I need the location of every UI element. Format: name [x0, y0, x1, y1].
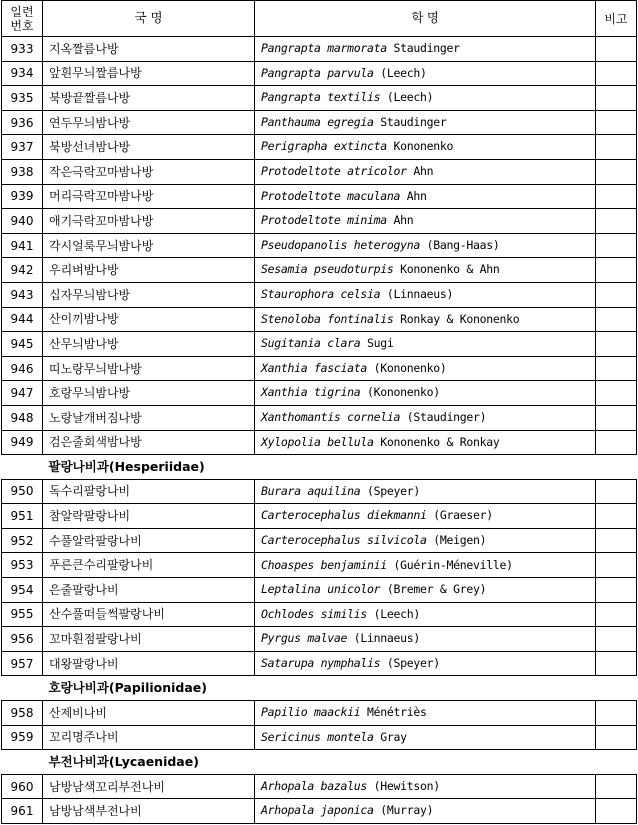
scientific-binomial: Pangrapta marmorata	[261, 41, 387, 56]
scientific-author: (Staudinger)	[406, 409, 487, 424]
remarks-cell	[596, 430, 637, 455]
remarks-cell	[596, 110, 637, 135]
remarks-cell	[596, 233, 637, 258]
scientific-binomial: Panthauma egregia	[261, 114, 374, 129]
scientific-name	[255, 61, 596, 86]
scientific-name	[255, 332, 596, 357]
korean-name: 산이끼밤나방	[43, 307, 255, 332]
table-row	[2, 553, 637, 578]
korean-name: 애기극락꼬마밤나방	[43, 209, 255, 234]
serial-number: 949	[2, 430, 43, 455]
scientific-name	[255, 627, 596, 652]
scientific-name	[255, 504, 596, 529]
scientific-author: Staudinger	[380, 114, 447, 129]
scientific-name	[255, 528, 596, 553]
scientific-author: Ahn	[393, 213, 414, 228]
scientific-name	[255, 799, 596, 824]
remarks-cell	[596, 258, 637, 283]
table-row	[2, 135, 637, 160]
remarks-cell	[596, 701, 637, 726]
korean-name: 연두무늬밤나방	[43, 110, 255, 135]
scientific-name	[255, 701, 596, 726]
header-serial-line2: 번호	[10, 18, 34, 33]
table-row	[2, 381, 637, 406]
table-row	[2, 184, 637, 209]
scientific-binomial: Protodeltote maculana	[261, 188, 401, 203]
korean-name: 앞흰무늬짤름나방	[43, 61, 255, 86]
korean-name: 산무늬밤나방	[43, 332, 255, 357]
scientific-binomial: Pangrapta parvula	[261, 65, 374, 80]
scientific-binomial: Pangrapta textilis	[261, 90, 381, 105]
korean-name: 작은극락꼬마밤나방	[43, 159, 255, 184]
remarks-cell	[596, 405, 637, 430]
header-row	[2, 1, 637, 37]
korean-name: 띠노랑무늬밤나방	[43, 356, 255, 381]
header-scientific-name: 학 명	[255, 1, 596, 37]
section-title: 부전나비과(Lycaenidae)	[2, 750, 637, 775]
section-header-row	[2, 676, 637, 701]
table-row	[2, 86, 637, 111]
remarks-cell	[596, 774, 637, 799]
scientific-name	[255, 135, 596, 160]
serial-number: 942	[2, 258, 43, 283]
korean-name: 지옥짤름나방	[43, 37, 255, 62]
korean-name: 남방남색부전나비	[43, 799, 255, 824]
scientific-author: (Graeser)	[433, 508, 493, 523]
scientific-binomial: Leptalina unicolor	[261, 582, 381, 597]
scientific-name	[255, 356, 596, 381]
scientific-binomial: Protodeltote minima	[261, 213, 387, 228]
serial-number: 944	[2, 307, 43, 332]
scientific-author: (Bang-Haas)	[426, 237, 500, 252]
scientific-name	[255, 37, 596, 62]
serial-number: 941	[2, 233, 43, 258]
scientific-name	[255, 578, 596, 603]
table-row	[2, 233, 637, 258]
scientific-binomial: Xanthomantis cornelia	[261, 409, 401, 424]
scientific-name	[255, 602, 596, 627]
korean-name: 산제비나비	[43, 701, 255, 726]
scientific-binomial: Pyrgus malvae	[261, 631, 348, 646]
table-row	[2, 61, 637, 86]
scientific-binomial: Satarupa nymphalis	[261, 655, 381, 670]
table-row	[2, 725, 637, 750]
scientific-binomial: Stenoloba fontinalis	[261, 311, 394, 326]
korean-name: 각시얼룩무늬밤나방	[43, 233, 255, 258]
korean-name: 검은줄회색밤나방	[43, 430, 255, 455]
serial-number: 938	[2, 159, 43, 184]
remarks-cell	[596, 209, 637, 234]
remarks-cell	[596, 307, 637, 332]
remarks-cell	[596, 135, 637, 160]
scientific-binomial: Protodeltote atricolor	[261, 164, 407, 179]
table-row	[2, 159, 637, 184]
scientific-author: Ronkay & Kononenko	[400, 311, 520, 326]
serial-number: 947	[2, 381, 43, 406]
table-row	[2, 799, 637, 824]
scientific-binomial: Sericinus montela	[261, 729, 374, 744]
scientific-binomial: Xanthia fasciata	[261, 360, 367, 375]
remarks-cell	[596, 37, 637, 62]
table-row	[2, 528, 637, 553]
scientific-name	[255, 86, 596, 111]
scientific-author: (Bremer & Grey)	[386, 582, 487, 597]
table-row	[2, 578, 637, 603]
section-title: 팔랑나비과(Hesperiidae)	[2, 455, 637, 480]
remarks-cell	[596, 381, 637, 406]
remarks-cell	[596, 651, 637, 676]
scientific-author: Ahn	[406, 188, 427, 203]
scientific-author: Sugi	[366, 336, 394, 351]
header-remarks: 비고	[596, 1, 637, 37]
scientific-name	[255, 651, 596, 676]
table-row	[2, 307, 637, 332]
korean-name: 노랑날개버짐나방	[43, 405, 255, 430]
serial-number: 939	[2, 184, 43, 209]
remarks-cell	[596, 479, 637, 504]
scientific-binomial: Staurophora celsia	[261, 286, 381, 301]
table-row	[2, 627, 637, 652]
serial-number: 959	[2, 725, 43, 750]
serial-number: 961	[2, 799, 43, 824]
scientific-binomial: Xanthia tigrina	[261, 385, 361, 400]
scientific-author: (Hewitson)	[373, 778, 440, 793]
table-row	[2, 651, 637, 676]
section-header-row	[2, 455, 637, 480]
korean-name: 북방선녀밤나방	[43, 135, 255, 160]
korean-name: 남방남색꼬리부전나비	[43, 774, 255, 799]
scientific-binomial: Sesamia pseudoturpis	[261, 262, 394, 277]
remarks-cell	[596, 578, 637, 603]
scientific-name	[255, 479, 596, 504]
korean-name: 꼬리명주나비	[43, 725, 255, 750]
scientific-name	[255, 381, 596, 406]
scientific-name	[255, 553, 596, 578]
scientific-author: Staudinger	[393, 41, 460, 56]
remarks-cell	[596, 184, 637, 209]
table-row	[2, 282, 637, 307]
korean-name: 은줄팔랑나비	[43, 578, 255, 603]
scientific-binomial: Arhopala bazalus	[261, 778, 367, 793]
scientific-binomial: Xylopolia bellula	[261, 434, 374, 449]
table-row	[2, 430, 637, 455]
serial-number: 946	[2, 356, 43, 381]
scientific-name	[255, 405, 596, 430]
table-row	[2, 209, 637, 234]
remarks-cell	[596, 282, 637, 307]
scientific-author: Gray	[380, 729, 407, 744]
scientific-author: Kononenko & Ronkay	[380, 434, 500, 449]
korean-name: 호랑무늬밤나방	[43, 381, 255, 406]
table-row	[2, 332, 637, 357]
header-serial-line1: 일련	[10, 4, 34, 19]
serial-number: 934	[2, 61, 43, 86]
table-row	[2, 602, 637, 627]
scientific-author: (Guérin-Méneville)	[393, 557, 513, 572]
scientific-binomial: Pseudopanolis heterogyna	[261, 237, 420, 252]
section-title: 호랑나비과(Papilionidae)	[2, 676, 637, 701]
remarks-cell	[596, 725, 637, 750]
scientific-author: (Speyer)	[386, 655, 440, 670]
serial-number: 950	[2, 479, 43, 504]
serial-number: 953	[2, 553, 43, 578]
scientific-author: (Kononenko)	[366, 385, 440, 400]
scientific-author: Kononenko & Ahn	[400, 262, 500, 277]
remarks-cell	[596, 799, 637, 824]
korean-name: 푸른큰수리팔랑나비	[43, 553, 255, 578]
remarks-cell	[596, 61, 637, 86]
scientific-author: (Murray)	[380, 803, 434, 818]
scientific-author: Kononenko	[393, 139, 454, 154]
scientific-binomial: Choaspes benjaminii	[261, 557, 387, 572]
table-row	[2, 405, 637, 430]
species-table-body	[2, 1, 637, 824]
table-row	[2, 479, 637, 504]
korean-name: 대왕팔랑나비	[43, 651, 255, 676]
serial-number: 940	[2, 209, 43, 234]
serial-number: 958	[2, 701, 43, 726]
scientific-author: (Leech)	[386, 90, 434, 105]
scientific-name	[255, 110, 596, 135]
scientific-name	[255, 184, 596, 209]
korean-name: 머리극락꼬마밤나방	[43, 184, 255, 209]
remarks-cell	[596, 627, 637, 652]
korean-name: 북방끝짤름나방	[43, 86, 255, 111]
scientific-binomial: Burara aquilina	[261, 483, 361, 498]
remarks-cell	[596, 553, 637, 578]
table-row	[2, 356, 637, 381]
serial-number: 956	[2, 627, 43, 652]
scientific-author: Ménétriès	[366, 705, 427, 720]
scientific-binomial: Perigrapha extincta	[261, 139, 387, 154]
section-header-row	[2, 750, 637, 775]
table-row	[2, 110, 637, 135]
scientific-author: (Kononenko)	[373, 360, 447, 375]
table-row	[2, 37, 637, 62]
serial-number: 960	[2, 774, 43, 799]
serial-number: 957	[2, 651, 43, 676]
serial-number: 954	[2, 578, 43, 603]
remarks-cell	[596, 332, 637, 357]
table-row	[2, 258, 637, 283]
korean-name: 우리벼밤나방	[43, 258, 255, 283]
scientific-binomial: Carterocephalus silvicola	[261, 532, 427, 547]
serial-number: 933	[2, 37, 43, 62]
scientific-author: (Leech)	[380, 65, 427, 80]
scientific-binomial: Ochlodes similis	[261, 606, 367, 621]
scientific-binomial: Carterocephalus diekmanni	[261, 508, 427, 523]
scientific-name	[255, 774, 596, 799]
scientific-author: (Linnaeus)	[386, 286, 454, 301]
serial-number: 955	[2, 602, 43, 627]
remarks-cell	[596, 356, 637, 381]
scientific-name	[255, 233, 596, 258]
scientific-author: (Linnaeus)	[353, 631, 420, 646]
scientific-name	[255, 209, 596, 234]
korean-name: 독수리팔랑나비	[43, 479, 255, 504]
scientific-binomial: Arhopala japonica	[261, 803, 374, 818]
scientific-name	[255, 258, 596, 283]
serial-number: 943	[2, 282, 43, 307]
header-korean-name: 국 명	[43, 1, 255, 37]
remarks-cell	[596, 504, 637, 529]
scientific-binomial: Papilio maackii	[261, 705, 361, 720]
scientific-author: (Leech)	[373, 606, 420, 621]
scientific-name	[255, 282, 596, 307]
scientific-author: Ahn	[413, 164, 434, 179]
table-row	[2, 701, 637, 726]
scientific-author: (Speyer)	[366, 483, 420, 498]
remarks-cell	[596, 159, 637, 184]
serial-number: 936	[2, 110, 43, 135]
scientific-name	[255, 159, 596, 184]
korean-name: 수풀알락팔랑나비	[43, 528, 255, 553]
korean-name: 참알락팔랑나비	[43, 504, 255, 529]
serial-number: 945	[2, 332, 43, 357]
korean-name: 꼬마흰점팔랑나비	[43, 627, 255, 652]
serial-number: 951	[2, 504, 43, 529]
scientific-name	[255, 725, 596, 750]
korean-name: 십자무늬밤나방	[43, 282, 255, 307]
table-row	[2, 504, 637, 529]
serial-number: 937	[2, 135, 43, 160]
korean-name: 산수풀떠들썩팔랑나비	[43, 602, 255, 627]
scientific-binomial: Sugitania clara	[261, 336, 361, 351]
remarks-cell	[596, 602, 637, 627]
scientific-name	[255, 430, 596, 455]
species-table	[1, 0, 637, 824]
header-serial-number	[2, 1, 43, 37]
serial-number: 935	[2, 86, 43, 111]
remarks-cell	[596, 528, 637, 553]
serial-number: 952	[2, 528, 43, 553]
serial-number: 948	[2, 405, 43, 430]
remarks-cell	[596, 86, 637, 111]
scientific-author: (Meigen)	[433, 532, 487, 547]
table-row	[2, 774, 637, 799]
scientific-name	[255, 307, 596, 332]
